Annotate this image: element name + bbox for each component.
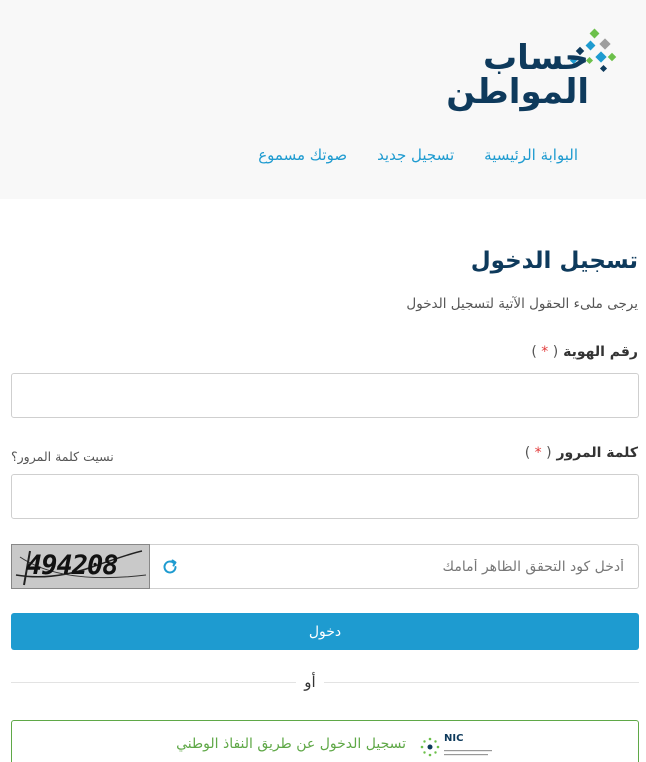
site-header [0,0,646,199]
password-label [525,445,638,461]
or-text: أو [296,673,324,691]
required-marker [525,445,552,461]
required-close: ) [524,445,531,461]
nic-logo [420,735,496,762]
id-number-input[interactable] [11,373,639,418]
citizen-account-logo[interactable] [444,28,619,118]
main-nav [258,146,578,164]
nav-home-portal[interactable]: البوابة الرئيسية [484,146,578,164]
captcha-row [11,544,639,589]
required-close: ) [531,344,537,360]
captcha-code: 494208 [26,550,118,581]
page-subtitle: يرجى ملىء الحقول الآتية لتسجيل الدخول [406,296,638,312]
nafath-login-label: تسجيل الدخول عن طريق النفاذ الوطني [176,736,406,752]
password-input[interactable] [11,474,639,519]
required-open: ( [546,445,552,461]
captcha-input[interactable] [188,545,638,588]
nafath-login-button[interactable] [11,720,639,762]
password-label-text: كلمة المرور [556,445,638,461]
forgot-password-link[interactable]: نسيت كلمة المرور؟ [11,449,114,464]
logo-text-line1: حساب [482,38,589,78]
required-marker [531,344,558,360]
refresh-icon[interactable] [160,557,180,577]
logo-text-line2: المواطن [446,72,589,112]
or-divider [11,682,639,683]
id-number-label-text: رقم الهوية [563,344,638,360]
nic-text: NIC [444,733,464,744]
nav-new-registration[interactable]: تسجيل جديد [377,146,455,164]
page-title: تسجيل الدخول [470,248,638,274]
required-star: * [541,344,549,360]
required-open: ( [552,344,559,360]
login-button[interactable]: دخول [11,613,639,650]
required-star: * [534,445,542,461]
captcha-image [11,544,150,589]
nav-your-voice-heard[interactable]: صوتك مسموع [258,146,348,164]
id-number-label [531,344,638,360]
